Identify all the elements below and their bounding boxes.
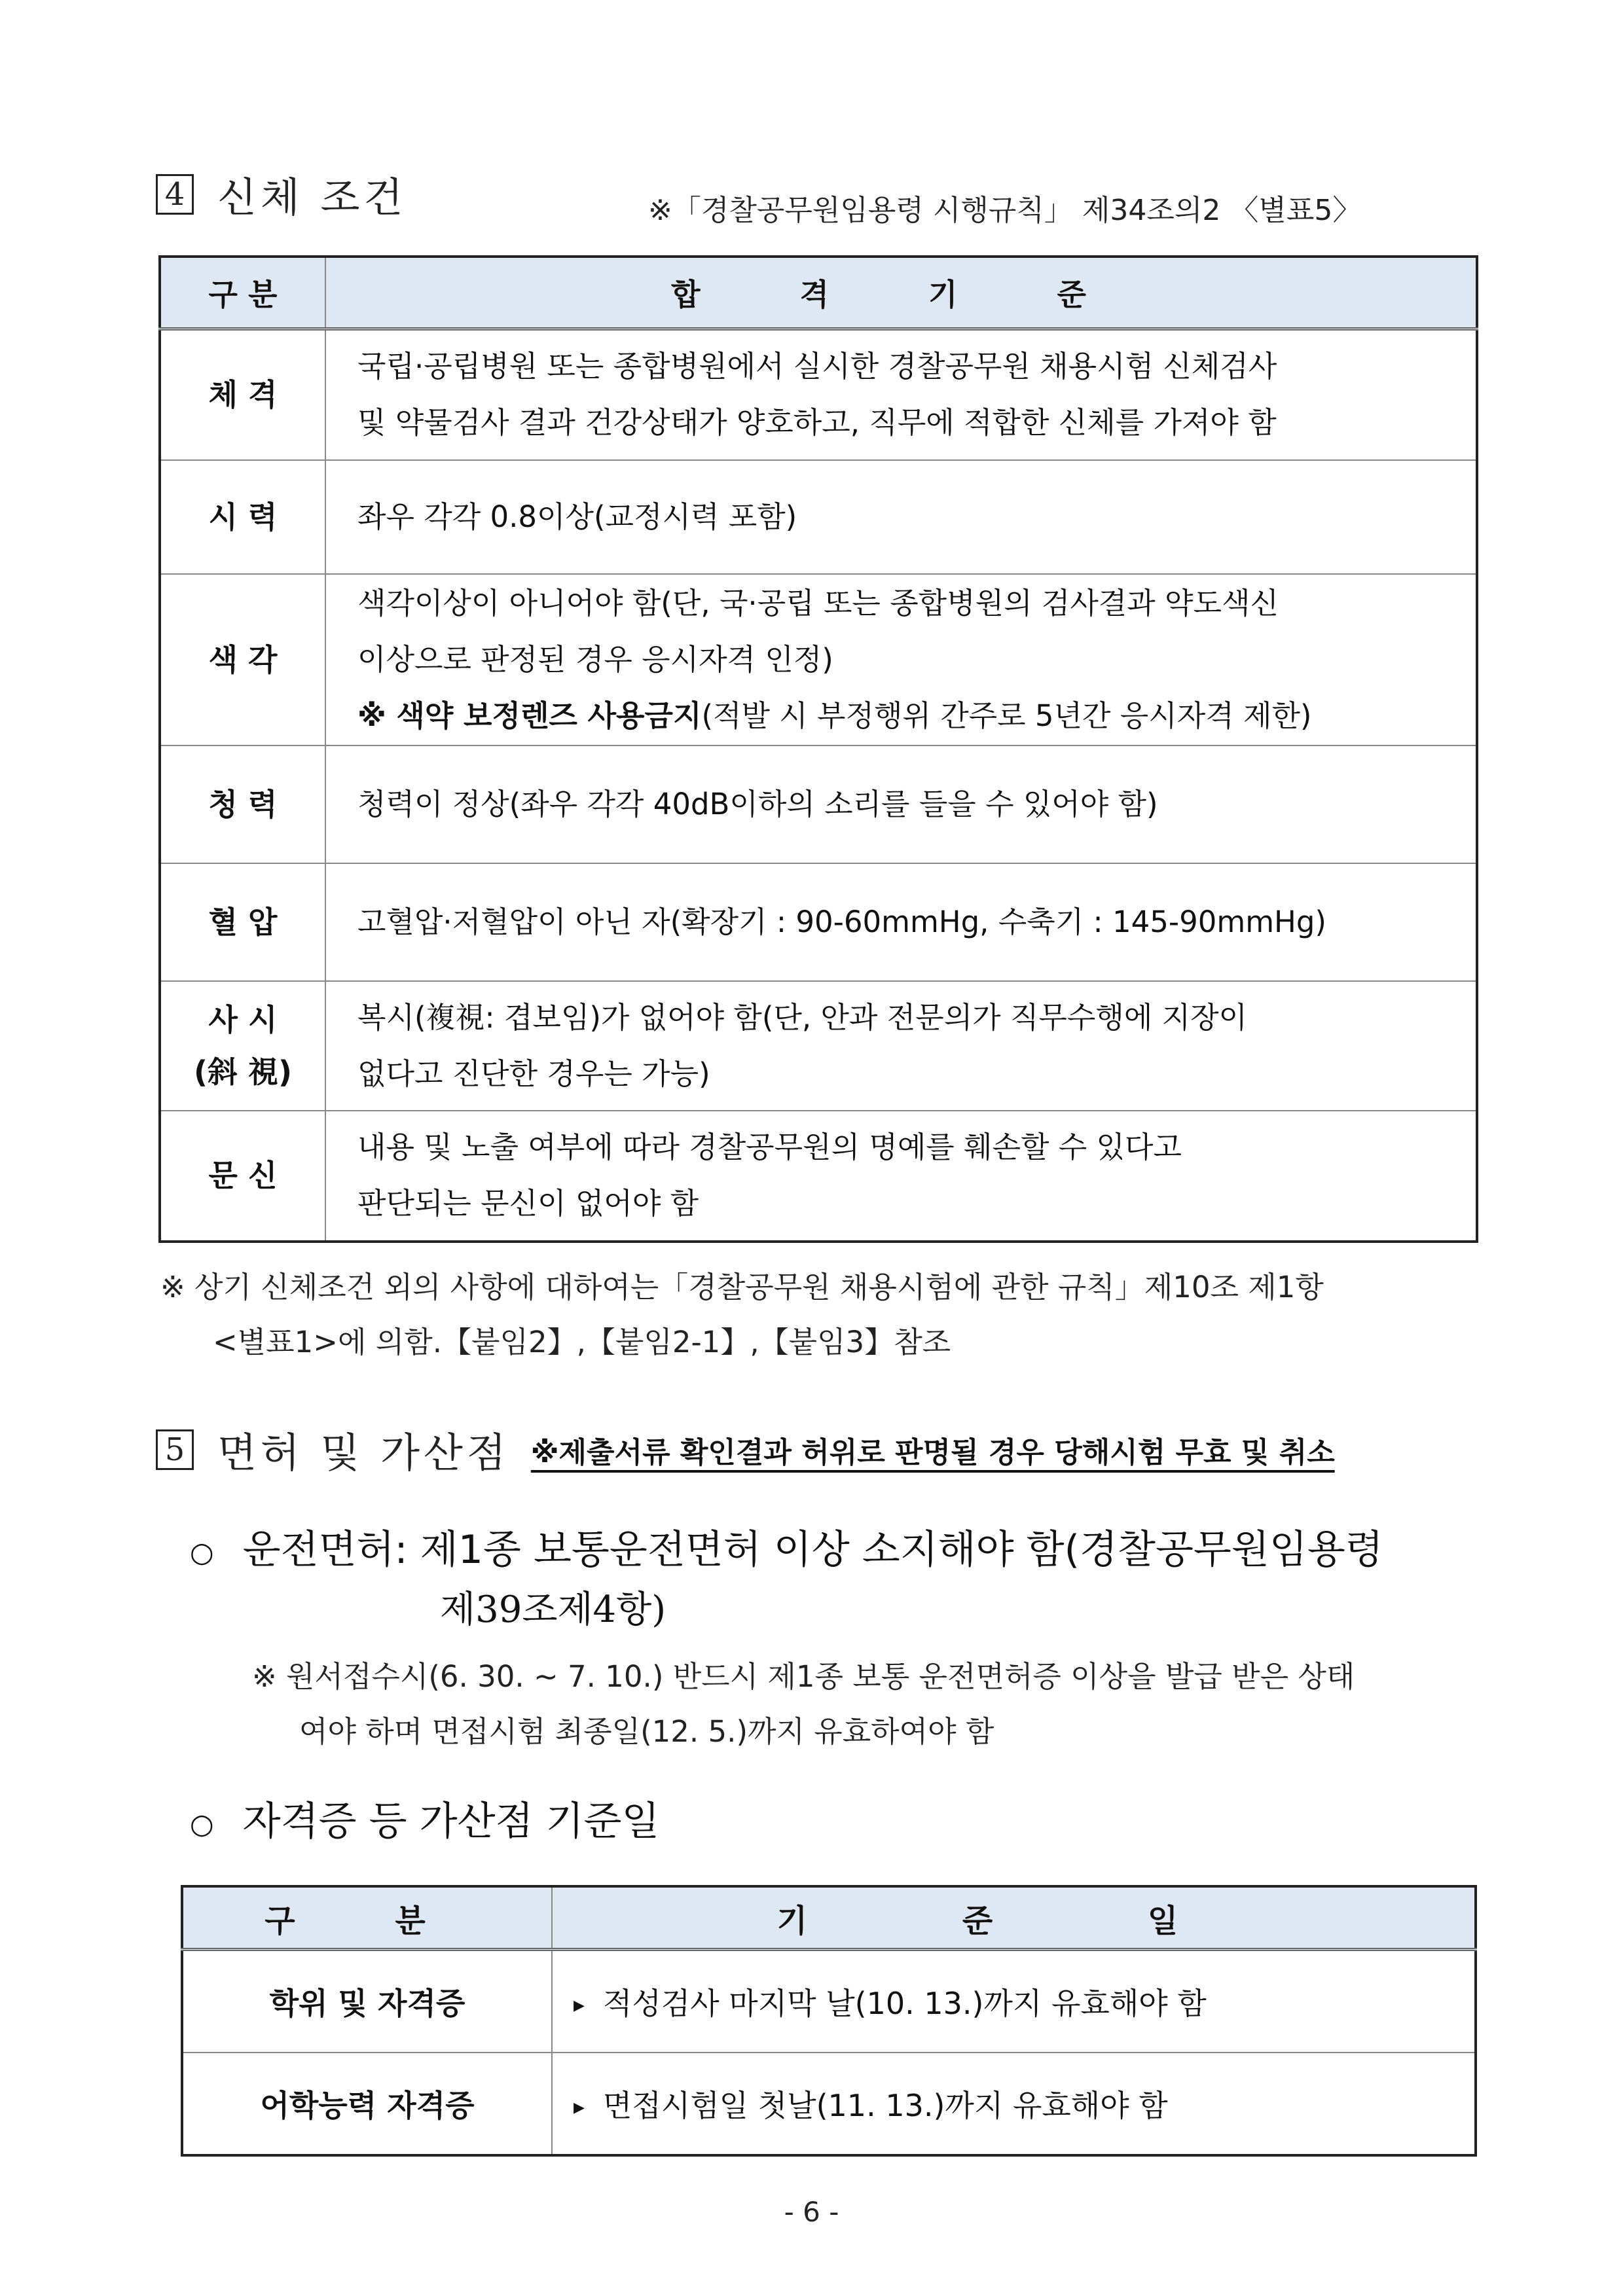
physical-conditions-note: ※ 상기 신체조건 외의 사항에 대하여는「경찰공무원 채용시험에 관한 규칙」제10조 제1항 <별표1>에 의함.【붙임2】,【붙임2-1】,【붙임3】참조: [160, 1270, 1324, 1359]
driver-license-note: ※ 원서접수시(6. 30. ~ 7. 10.) 반드시 제1종 보통 운전면허증 이상을 발급 받은 상태 여야 하며 면접시험 최종일(12. 5.)까지 유효하여야 함: [252, 1659, 1355, 1749]
table-header-row: [182, 1886, 1476, 1950]
triangle-bullet-icon: ▶: [574, 2100, 585, 2116]
table-row: [160, 329, 1477, 460]
section-5-heading: [156, 1420, 1335, 1479]
row-criteria: 내용 및 노출 여부에 따라 경찰공무원의 명예를 훼손할 수 있다고 판단되는 문신이 없어야 함: [325, 1111, 1477, 1242]
row-criteria: 복시(複視: 겹보임)가 없어야 함(단, 안과 전문의가 직무수행에 지장이 없다고 진단한 경우는 가능): [325, 981, 1477, 1111]
section-number-box: 4: [156, 174, 194, 215]
table-row: [160, 1111, 1477, 1242]
row-category: 문 신: [160, 1111, 325, 1242]
header-category: 구 분: [160, 257, 325, 329]
physical-requirements-table: [158, 255, 1478, 1243]
table-row: [160, 460, 1477, 574]
row-category: 시 력: [160, 460, 325, 574]
triangle-bullet-icon: ▶: [574, 1998, 585, 2014]
header-criteria: 합 격 기 준: [325, 257, 1477, 329]
header-date: 기 준 일: [552, 1886, 1476, 1950]
row-category: 체 격: [160, 329, 325, 460]
row-category: 청 력: [160, 745, 325, 863]
row-criteria: 좌우 각각 0.8이상(교정시력 포함): [325, 460, 1477, 574]
table-row: [160, 745, 1477, 863]
row-value: ▶ 적성검사 마지막 날(10. 13.)까지 유효해야 함: [552, 1950, 1476, 2053]
driver-license-requirement-cont: 제39조제4항): [440, 1588, 666, 1631]
driver-license-requirement: ○ 운전면허: 제1종 보통운전면허 이상 소지해야 함(경찰공무원임용령: [190, 1527, 1383, 1573]
table-row: [160, 574, 1477, 745]
row-category: 학위 및 자격증: [182, 1950, 552, 2053]
bullet-circle-icon: ○: [190, 1535, 214, 1568]
section-4-heading: [156, 165, 407, 223]
row-category: 색 각: [160, 574, 325, 745]
color-lens-warning: ※ 색약 보정렌즈 사용금지: [357, 698, 702, 733]
false-document-warning: ※제출서류 확인결과 허위로 판명될 경우 당해시험 무효 및 취소: [530, 1435, 1335, 1469]
row-criteria: 고혈압·저혈압이 아닌 자(확장기 : 90-60mmHg, 수축기 : 145-90mmHg): [325, 863, 1477, 981]
bonus-criteria-table: [181, 1885, 1477, 2157]
section-title: 신체 조건: [217, 173, 407, 221]
bullet-circle-icon: ○: [190, 1807, 214, 1840]
table-row: [182, 1950, 1476, 2053]
section-number-box: 5: [156, 1429, 194, 1470]
page-number: - 6 -: [784, 2196, 839, 2228]
table-row: [160, 863, 1477, 981]
section-title: 면허 및 가산점: [217, 1429, 510, 1477]
row-category: 혈 압: [160, 863, 325, 981]
table-header-row: [160, 257, 1477, 329]
row-category: 어학능력 자격증: [182, 2053, 552, 2155]
row-value: ▶ 면접시험일 첫날(11. 13.)까지 유효해야 함: [552, 2053, 1476, 2155]
row-category: 사 시 (斜 視): [160, 981, 325, 1111]
row-criteria: 국립·공립병원 또는 종합병원에서 실시한 경찰공무원 채용시험 신체검사 및 약물검사 결과 건강상태가 양호하고, 직무에 적합한 신체를 가져야 함: [325, 329, 1477, 460]
table-row: [182, 2053, 1476, 2155]
bonus-points-heading: ○ 자격증 등 가산점 기준일: [190, 1799, 660, 1844]
row-criteria: 청력이 정상(좌우 각각 40dB이하의 소리를 들을 수 있어야 함): [325, 745, 1477, 863]
header-category: 구 분: [182, 1886, 552, 1950]
row-criteria: 색각이상이 아니어야 함(단, 국·공립 또는 종합병원의 검사결과 약도색신 이상으로 판정된 경우 응시자격 인정) ※ 색약 보정렌즈 사용금지(적발 시 부정행위 간주로 5년간 응시자격 제한): [325, 574, 1477, 745]
regulation-reference: ※「경찰공무원임용령 시행규칙」 제34조의2 〈별표5〉: [648, 194, 1362, 227]
table-row: [160, 981, 1477, 1111]
